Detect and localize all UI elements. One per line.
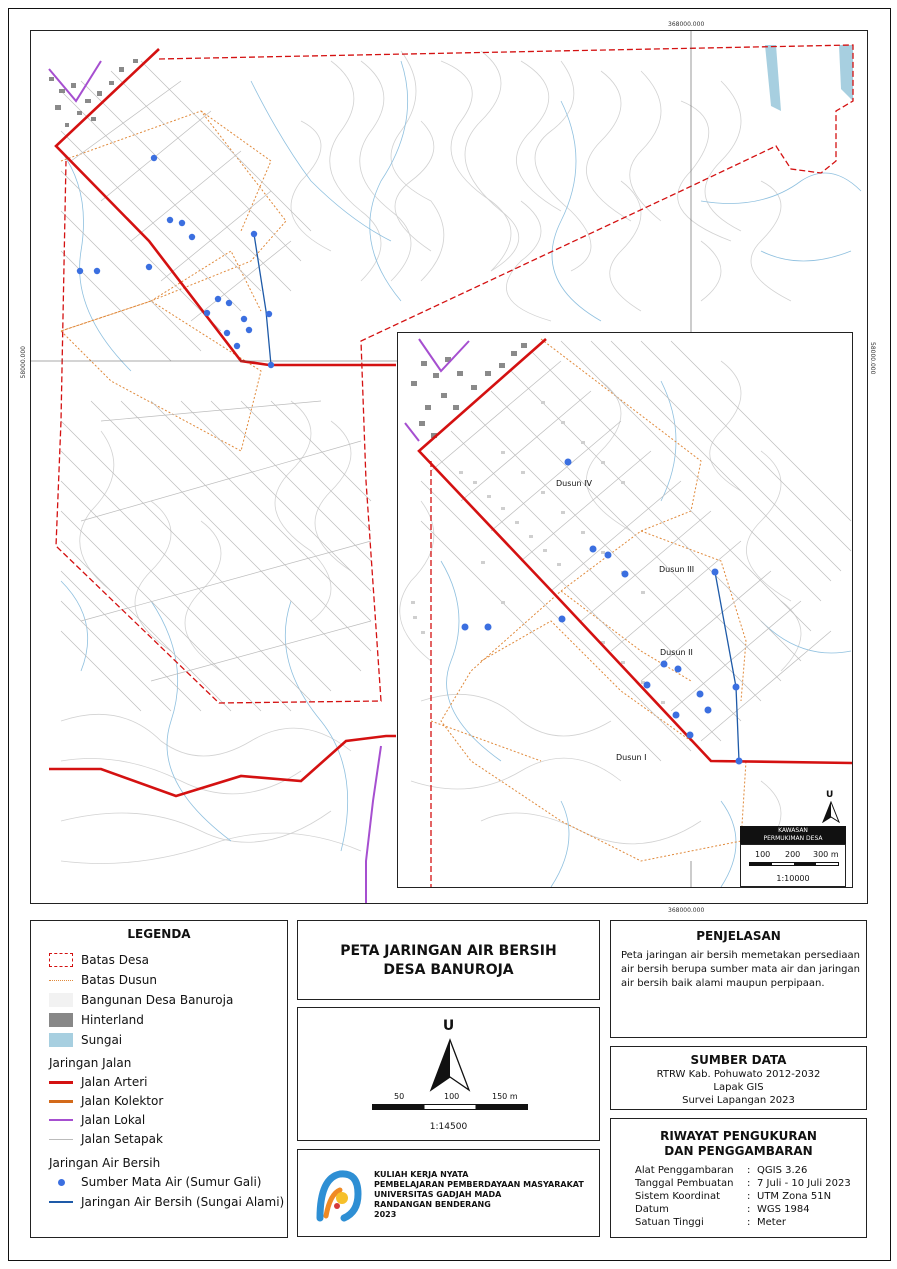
river-lake-2: [839, 45, 853, 101]
inset-dusun-boundaries: [431, 339, 746, 861]
legend-label: Hinterland: [81, 1013, 144, 1027]
legend-label: Batas Dusun: [81, 973, 158, 987]
kkn-line-3: UNIVERSITAS GADJAH MADA: [374, 1190, 502, 1199]
inset-local-road: [419, 339, 469, 371]
inset-water-sources: [462, 459, 743, 765]
hinterland: [49, 59, 138, 127]
riwayat-value: WGS 1984: [757, 1204, 810, 1215]
scale-ratio: 1:14500: [429, 1122, 468, 1132]
water-source-icon: [49, 1175, 73, 1189]
water-network: [254, 234, 271, 365]
sumber-line-2: Lapak GIS: [713, 1082, 764, 1093]
penjelasan-title: PENJELASAN: [696, 929, 781, 943]
scale-tick-1: 50: [394, 1092, 405, 1101]
penjelasan-text: Peta jaringan air bersih memetakan persediaan air bersih berupa sumber mata air dan jaringan air bersih baik alami maupun perpipaan.: [621, 950, 860, 989]
legend-item-sungai: [49, 1033, 122, 1047]
hinterland-swatch: [49, 1013, 73, 1027]
inset-water-network: [715, 572, 739, 761]
map-title-line1: PETA JARINGAN AIR BERSIH: [340, 943, 557, 959]
kkn-line-5: 2023: [374, 1210, 397, 1219]
sumber-line-3: Survei Lapangan 2023: [682, 1095, 795, 1106]
setapak-swatch: [49, 1139, 73, 1140]
scale-tick-2: 100: [444, 1092, 460, 1101]
legend-item-batas-dusun: [49, 973, 157, 987]
kkn-logo-icon: [314, 1168, 364, 1222]
legend-item-setapak: [49, 1132, 163, 1146]
riwayat-title-line1: RIWAYAT PENGUKURAN: [660, 1129, 817, 1143]
footpaths: [61, 61, 371, 711]
legend-panel: [30, 920, 288, 1238]
legend-title: LEGENDA: [127, 927, 191, 941]
legend-label: Batas Desa: [81, 953, 149, 967]
riwayat-key: Datum: [635, 1204, 669, 1215]
legend-item-sumur: [49, 1175, 261, 1189]
legend-item-kolektor: [49, 1094, 163, 1108]
kkn-line-1: KULIAH KERJA NYATA: [374, 1170, 469, 1179]
inset-north-arrow-icon: [821, 801, 841, 823]
label-dusun-ii: Dusun II: [660, 648, 693, 657]
legend-item-hinterland: [49, 1013, 144, 1027]
legend-item-jaringan: [49, 1195, 284, 1209]
inset-scale-ratio: 1:10000: [776, 874, 810, 883]
local-road-south: [366, 746, 381, 903]
legend-label: Jalan Arteri: [81, 1075, 148, 1089]
riwayat-value: QGIS 3.26: [757, 1165, 808, 1176]
riwayat-key: Tanggal Pembuatan: [635, 1178, 734, 1189]
batas-desa-swatch: [49, 953, 73, 967]
scale-panel: [297, 1007, 600, 1141]
lokal-swatch: [49, 1119, 73, 1121]
bangunan-swatch: [49, 993, 73, 1007]
scale-tick-3: 150 m: [492, 1092, 518, 1101]
sumber-title: SUMBER DATA: [690, 1053, 787, 1067]
legend-label: Jalan Kolektor: [81, 1094, 164, 1108]
legend-road-heading: Jaringan Jalan: [49, 1056, 132, 1070]
legend-label: Sungai: [81, 1033, 123, 1047]
riwayat-row: Alat Penggambaran : QGIS 3.26: [635, 1165, 808, 1176]
sumber-data-panel: [610, 1046, 867, 1110]
inset-scale: [740, 844, 846, 887]
legend-label: Jalan Setapak: [81, 1132, 163, 1146]
inset-title-box: [740, 826, 846, 844]
legend-item-arteri: [49, 1075, 148, 1089]
riwayat-value: Meter: [757, 1217, 786, 1228]
inset-north-letter: U: [826, 790, 834, 800]
arteri-swatch: [49, 1081, 73, 1084]
riwayat-key: Satuan Tinggi: [635, 1217, 704, 1228]
legend-item-lokal: [49, 1113, 145, 1127]
grid-lines: [31, 31, 691, 361]
inset-hinterland: [411, 343, 527, 438]
label-dusun-iii: Dusun III: [659, 565, 695, 574]
dusun-boundaries: [61, 111, 286, 451]
riwayat-key: Sistem Koordinat: [635, 1191, 721, 1202]
north-letter: U: [442, 1018, 455, 1034]
coord-right: 58000.000: [869, 342, 876, 375]
inset-title-line2: PERMUKIMAN DESA: [763, 835, 823, 842]
inset-scale-tick-1: 100: [755, 850, 771, 859]
riwayat-row: Datum : WGS 1984: [635, 1204, 810, 1215]
legend-water-heading: Jaringan Air Bersih: [49, 1156, 161, 1170]
coord-left: 58000.000: [20, 346, 27, 379]
water-sources: [77, 155, 274, 368]
legend-item-batas-desa: [49, 953, 149, 967]
legend-label: Bangunan Desa Banuroja: [81, 993, 234, 1007]
inset-contours: [400, 361, 801, 851]
legend-label: Jaringan Air Bersih (Sungai Alami): [81, 1195, 285, 1209]
inset-local-road-2: [405, 423, 419, 441]
inset-footpaths: [421, 341, 851, 761]
inset-map-canvas[interactable]: [398, 333, 852, 887]
inset-scale-tick-3: 300 m: [813, 850, 839, 859]
inset-scale-tick-2: 200: [785, 850, 801, 859]
riwayat-title-line2: DAN PENGGAMBARAN: [664, 1144, 813, 1158]
kkn-panel: [297, 1149, 600, 1237]
inset-title-line1: KAWASAN: [778, 827, 808, 834]
riwayat-key: Alat Penggambaran: [635, 1165, 734, 1176]
riwayat-value: UTM Zona 51N: [757, 1191, 832, 1202]
north-arrow-icon: [428, 1038, 472, 1092]
map-title-line2: DESA BANUROJA: [383, 962, 514, 978]
kkn-line-2: PEMBELAJARAN PEMBERDAYAAN MASYARAKAT: [374, 1180, 584, 1189]
legend-label: Sumber Mata Air (Sumur Gali): [81, 1175, 262, 1189]
arterial-roads: [49, 49, 396, 796]
inset-scale-bar: [749, 862, 839, 866]
sumber-line-1: RTRW Kab. Pohuwato 2012-2032: [656, 1069, 821, 1080]
penjelasan-panel: [610, 920, 867, 1038]
coord-bottom: 368000.000: [668, 907, 705, 914]
coord-top: 368000.000: [668, 21, 705, 28]
legend-item-bangunan: [49, 993, 233, 1007]
riwayat-row: Sistem Koordinat : UTM Zona 51N: [635, 1191, 832, 1202]
kkn-line-4: RANDANGAN BENDERANG: [374, 1200, 491, 1209]
inset-map[interactable]: [397, 332, 853, 888]
scale-bar: [372, 1104, 528, 1110]
title-panel: [297, 920, 600, 1000]
river-lake: [765, 45, 781, 111]
riwayat-row: Tanggal Pembuatan : 7 Juli - 10 Juli 2023: [635, 1178, 851, 1189]
kolektor-swatch: [49, 1100, 73, 1103]
riwayat-value: 7 Juli - 10 Juli 2023: [757, 1178, 851, 1189]
inset-streams: [441, 381, 851, 887]
label-dusun-i: Dusun I: [616, 753, 647, 762]
riwayat-panel: [610, 1118, 867, 1238]
local-road: [49, 61, 101, 101]
riwayat-row: Satuan Tinggi : Meter: [635, 1217, 786, 1228]
legend-label: Jalan Lokal: [81, 1113, 146, 1127]
label-dusun-iv: Dusun IV: [556, 479, 592, 488]
water-network-swatch: [49, 1201, 73, 1203]
sungai-swatch: [49, 1033, 73, 1047]
batas-dusun-swatch: [49, 980, 73, 981]
inset-arterial-road: [419, 339, 852, 763]
main-map[interactable]: [30, 30, 868, 904]
